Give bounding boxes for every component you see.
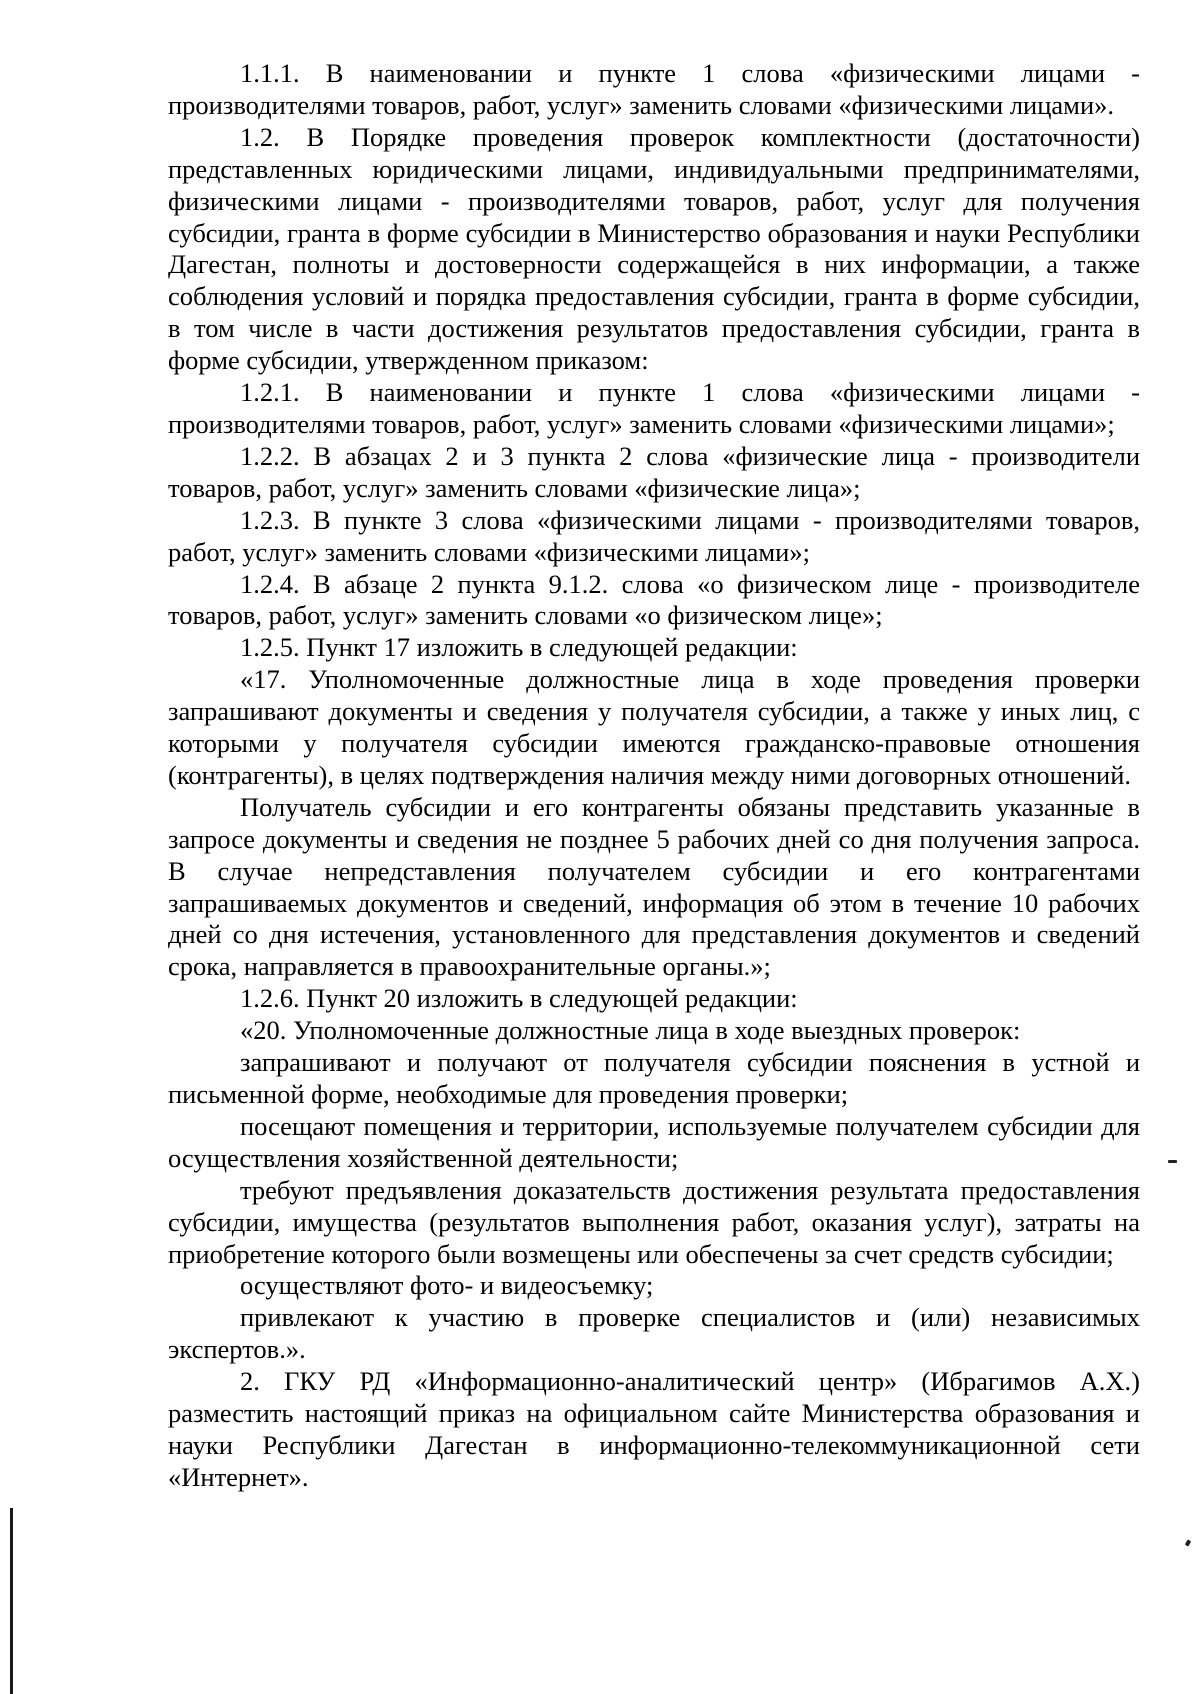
paragraph-1-1-1: 1.1.1. В наименовании и пункте 1 слова «физическими лицами - производителями товаров, работ, услуг» заменить словами «физическими лицами».	[168, 58, 1140, 120]
paragraph-20: «20. Уполномоченные должностные лица в ходе выездных проверок:	[240, 1015, 1021, 1046]
paragraph-20-visit: посещают помещения и территории, используемые получателем субсидии для осуществления хозяйственной деятельности;	[168, 1110, 1140, 1173]
paragraph-20-experts: привлекают к участию в проверке специалистов и (или) независимых экспертов.».	[168, 1302, 1140, 1365]
paragraph-1-2-1: 1.2.1. В наименовании и пункте 1 слова «физическими лицами - производителями товаров, работ, услуг» заменить словами «физическими лицами»;	[168, 377, 1140, 439]
paragraph-20-request: запрашивают и получают от получателя субсидии пояснения в устной и письменной форме, необходимые для проведения проверки;	[168, 1047, 1140, 1109]
scan-speck	[1168, 1160, 1177, 1163]
document-body	[168, 58, 1140, 1494]
paragraph-1-2-3: 1.2.3. В пункте 3 слова «физическими лицами - производителями товаров, работ, услуг» заменить словами «физическими лицами»;	[168, 504, 1140, 567]
paragraph-17: «17. Уполномоченные должностные лица в ходе проведения проверки запрашивают документы и сведения у получателя субсидии, а также у иных лиц, с которыми у получателя субсидии имеются гражданско-правовые отношения (контрагенты), в целях подтверждения наличия между ними договорных отношений.	[168, 664, 1140, 790]
paragraph-1-2-4: 1.2.4. В абзаце 2 пункта 9.1.2. слова «о физическом лице - производителе товаров, работ, услуг» заменить словами «о физическом лице»;	[168, 568, 1140, 631]
paragraph-2: 2. ГКУ РД «Информационно-аналитический центр» (Ибрагимов А.Х.) разместить настоящий приказ на официальном сайте Министерства образования и науки Республики Дагестан в информационно-телекоммуникационной сети «Интернет».	[168, 1366, 1140, 1492]
paragraph-20-photo: осуществляют фото- и видеосъемку;	[240, 1270, 654, 1301]
paragraph-1-2-2: 1.2.2. В абзацах 2 и 3 пункта 2 слова «физические лица - производители товаров, работ, услуг» заменить словами «физические лица»;	[168, 440, 1140, 503]
paragraph-1-2-5: 1.2.5. Пункт 17 изложить в следующей редакции:	[240, 632, 798, 663]
paragraph-1-2-6: 1.2.6. Пункт 20 изложить в следующей редакции:	[240, 983, 798, 1014]
scan-speck	[1185, 1539, 1191, 1546]
scan-edge-line	[10, 1508, 13, 1694]
paragraph-1-2: 1.2. В Порядке проведения проверок комплектности (достаточности) представленных юридическими лицами, индивидуальными предпринимателями, физическими лицами - производителями товаров, работ, услуг для получения субсидии, гранта в форме субсидии в Министерство образования и науки Республики Дагестан, полноты и достоверности содержащейся в них информации, а также соблюдения условий и порядка предоставления субсидии, гранта в форме субсидии, в том числе в части достижения результатов предоставления субсидии, гранта в форме субсидии, утвержденном приказом:	[168, 121, 1140, 376]
paragraph-17-recipient: Получатель субсидии и его контрагенты обязаны представить указанные в запросе документы и сведения не позднее 5 рабочих дней со дня получения запроса. В случае непредставления получателем субсидии и его контрагентами запрашиваемых документов и сведений, информация об этом в течение 10 рабочих дней со дня истечения, установленного для представления документов и сведений срока, направляется в правоохранительные органы.»;	[168, 791, 1140, 982]
paragraph-20-require: требуют предъявления доказательств достижения результата предоставления субсидии, имущества (результатов выполнения работ, оказания услуг), затраты на приобретение которого были возмещены или обеспечены за счет средств субсидии;	[168, 1174, 1140, 1269]
